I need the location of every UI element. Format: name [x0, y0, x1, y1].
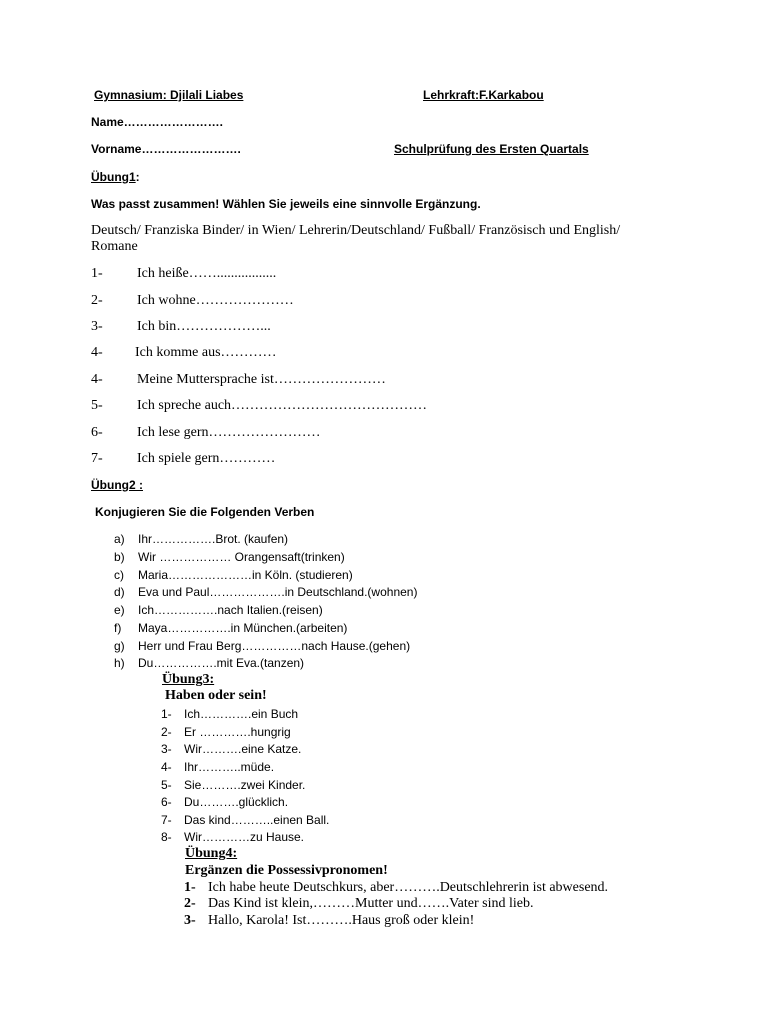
- exercise2-instruction: Konjugieren Sie die Folgenden Verben: [95, 505, 315, 519]
- item-text: Ich spiele gern…………: [137, 451, 276, 466]
- item-number: 2-: [161, 725, 172, 739]
- exercise2-title: Übung2 :: [91, 478, 143, 492]
- item-letter: e): [114, 603, 125, 617]
- exercise1-item: [91, 345, 277, 361]
- exercise3-item: [161, 830, 304, 844]
- exercise2-item: [114, 656, 304, 670]
- exercise2-item: [114, 550, 345, 564]
- item-number: 5-: [161, 778, 172, 792]
- item-number: 1-: [161, 707, 172, 721]
- exercise4-item: [184, 880, 608, 896]
- exam-title-part1: Schulprüfung: [394, 142, 472, 156]
- item-text: Das kind………..einen Ball.: [184, 813, 330, 827]
- exam-title-part2: des Ersten Quartals: [472, 142, 589, 156]
- item-number: 6-: [91, 425, 103, 440]
- exercise4-item: [184, 896, 533, 912]
- item-number: 2-: [91, 293, 103, 308]
- item-text: Maya…………….in München.(arbeiten): [138, 621, 348, 635]
- exercise1-item: [91, 293, 294, 309]
- item-text: Du…………….mit Eva.(tanzen): [138, 656, 305, 670]
- exercise4-title: Übung4:: [185, 846, 238, 861]
- item-letter: d): [114, 585, 125, 599]
- item-number: 7-: [91, 451, 103, 466]
- item-number: 5-: [91, 398, 103, 413]
- item-text: Wir…………zu Hause.: [184, 830, 305, 844]
- item-text: Ich spreche auch……………………………………: [137, 398, 428, 413]
- item-number: 4-: [161, 760, 172, 774]
- item-text: Ich lese gern……………………: [137, 425, 321, 440]
- item-text: Ich komme aus…………: [135, 345, 277, 360]
- exercise2-item: [114, 639, 410, 653]
- item-text: Herr und Frau Berg……………nach Hause.(gehen): [138, 639, 411, 653]
- exercise1-item: [91, 425, 321, 441]
- name-field: Name…………………….: [91, 115, 224, 129]
- exercise1-item: [91, 319, 271, 335]
- item-text: Meine Muttersprache ist……………………: [137, 372, 386, 387]
- item-text: Er ………….hungrig: [184, 725, 291, 739]
- item-number: 3-: [161, 742, 172, 756]
- item-letter: f): [114, 621, 122, 635]
- exercise1-item: [91, 451, 275, 467]
- exercise1-title: [91, 170, 140, 184]
- item-letter: b): [114, 550, 125, 564]
- item-letter: a): [114, 532, 125, 546]
- item-number: 6-: [161, 795, 172, 809]
- item-text: Wir……….eine Katze.: [184, 742, 302, 756]
- item-text: Das Kind ist klein,………Mutter und…….Vater sind lieb.: [208, 896, 534, 911]
- item-number: 2-: [184, 896, 196, 911]
- exercise1-item: [91, 372, 386, 388]
- item-number: 3-: [91, 319, 103, 334]
- item-text: Wir ……………… Orangensaft(trinken): [138, 550, 345, 564]
- item-letter: g): [114, 639, 125, 653]
- exercise4-instruction: Ergänzen die Possessivpronomen!: [185, 863, 388, 878]
- exercise2-item: [114, 585, 417, 599]
- item-text: Eva und Paul……………….in Deutschland.(wohnen): [138, 585, 418, 599]
- item-text: Maria…………………in Köln. (studieren): [138, 568, 353, 582]
- exam-title: [394, 142, 589, 156]
- exercise3-instruction: Haben oder sein!: [165, 688, 267, 703]
- item-number: 3-: [184, 913, 196, 928]
- item-number: 4-: [91, 372, 103, 387]
- vorname-field: Vorname…………………….: [91, 142, 241, 156]
- item-number: 4-: [91, 345, 103, 360]
- item-text: Ich habe heute Deutschkurs, aber……….Deutschlehrerin ist abwesend.: [208, 880, 609, 895]
- exercise3-title: Übung3:: [162, 672, 215, 687]
- item-text: Sie……….zwei Kinder.: [184, 778, 306, 792]
- item-number: 8-: [161, 830, 172, 844]
- exercise3-item: [161, 760, 274, 774]
- exercise3-item: [161, 725, 291, 739]
- item-letter: c): [114, 568, 124, 582]
- exercise4-item: [184, 913, 474, 929]
- item-text: Ihr………..müde.: [184, 760, 275, 774]
- word-bank-line2: Romane: [91, 239, 138, 254]
- item-number: 1-: [184, 880, 196, 895]
- exercise1-title-colon: :: [135, 170, 140, 184]
- exercise2-item: [114, 532, 288, 546]
- exercise1-item: [91, 398, 427, 414]
- exercise1-instruction: Was passt zusammen! Wählen Sie jeweils eine sinnvolle Ergänzung.: [91, 197, 481, 211]
- item-text: Ich…………….nach Italien.(reisen): [138, 603, 323, 617]
- school-name: Gymnasium: Djilali Liabes: [94, 88, 244, 102]
- item-text: Ich heiße…….................: [137, 266, 277, 281]
- item-text: Ich bin………………...: [137, 319, 271, 334]
- exercise2-item: [114, 568, 353, 582]
- exercise2-item: [114, 603, 323, 617]
- word-bank-line1: Deutsch/ Franziska Binder/ in Wien/ Lehrerin/Deutschland/ Fußball/ Französisch und English/: [91, 223, 621, 238]
- item-text: Hallo, Karola! Ist……….Haus groß oder klein!: [208, 913, 475, 928]
- exercise3-item: [161, 742, 301, 756]
- exercise2-item: [114, 621, 347, 635]
- exercise1-item: [91, 266, 276, 282]
- item-letter: h): [114, 656, 125, 670]
- exercise3-item: [161, 813, 329, 827]
- item-text: Ihr…………….Brot. (kaufen): [138, 532, 289, 546]
- item-text: Ich wohne…………………: [137, 293, 294, 308]
- exercise3-item: [161, 707, 298, 721]
- exercise1-title-text: Übung1: [91, 170, 136, 184]
- item-text: Ich………….ein Buch: [184, 707, 299, 721]
- exercise3-item: [161, 795, 288, 809]
- item-number: 7-: [161, 813, 172, 827]
- teacher-name: Lehrkraft:F.Karkabou: [423, 88, 544, 102]
- exercise3-item: [161, 778, 305, 792]
- item-text: Du……….glücklich.: [184, 795, 289, 809]
- item-number: 1-: [91, 266, 103, 281]
